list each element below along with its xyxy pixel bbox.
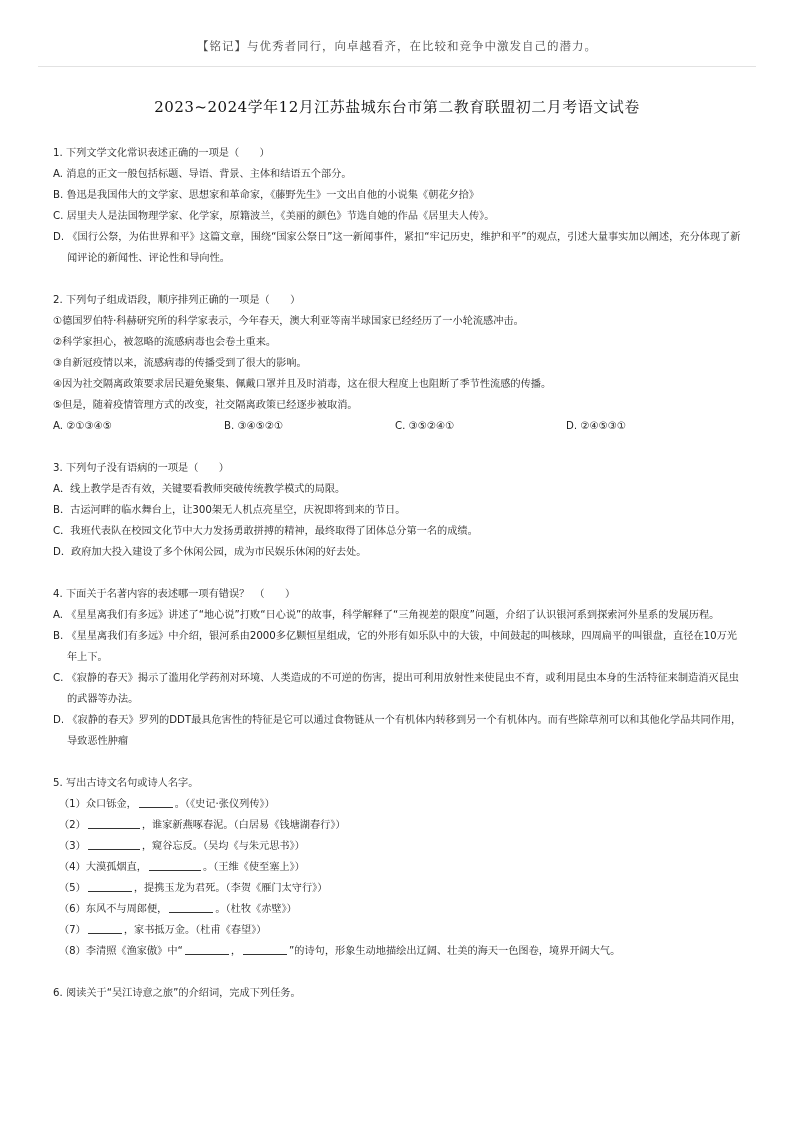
question-3-option-a: A．线上教学是否有效，关键要看教师突破传统教学模式的局限。 bbox=[53, 484, 346, 495]
answer-blank[interactable] bbox=[88, 816, 140, 829]
question-2-choices bbox=[53, 416, 743, 437]
question-5-item-3: （3） ，窥谷忘反。（吴均《与朱元思书》） bbox=[53, 836, 743, 857]
answer-blank[interactable] bbox=[169, 900, 213, 913]
question-5-item-4: （4）大漠孤烟直， 。（王维《使至塞上》） bbox=[53, 857, 743, 878]
question-2-sentence: ①德国罗伯特·科赫研究所的科学家表示，今年春天，澳大利亚等南半球国家已经经历了一小轮流感冲击。 bbox=[53, 316, 524, 327]
question-3 bbox=[53, 458, 743, 563]
answer-blank[interactable] bbox=[243, 942, 287, 955]
question-2-sentence: ③自新冠疫情以来，流感病毒的传播受到了很大的影响。 bbox=[53, 358, 307, 369]
exam-content bbox=[53, 143, 743, 1004]
question-2-sentence: ②科学家担心，被忽略的流感病毒也会卷土重来。 bbox=[53, 337, 277, 348]
question-2-choice-d: D. ②④⑤③① bbox=[566, 421, 626, 432]
answer-blank[interactable] bbox=[88, 879, 132, 892]
question-2-sentence: ⑤但是，随着疫情管理方式的改变，社交隔离政策已经逐步被取消。 bbox=[53, 400, 358, 411]
question-5-item-6: （6）东风不与周郎便， 。（杜牧《赤壁》） bbox=[53, 899, 743, 920]
question-2-choice-b: B. ③④⑤②① bbox=[224, 421, 284, 432]
answer-blank[interactable] bbox=[149, 858, 201, 871]
question-3-stem: 3. 下列句子没有语病的一项是（ ） bbox=[53, 463, 229, 474]
answer-blank[interactable] bbox=[88, 921, 122, 934]
question-2-sentence: ④因为社交隔离政策要求居民避免聚集、佩戴口罩并且及时消毒，这在很大程度上也阻断了季节性流感的传播。 bbox=[53, 379, 552, 390]
question-5-item-8: （8）李清照《渔家傲》中“ ， ”的诗句，形象生动地描绘出辽阔、壮美的海天一色图卷，境界开阔大气。 bbox=[53, 941, 743, 962]
question-5-item-7: （7） ，家书抵万金。（杜甫《春望》） bbox=[53, 920, 743, 941]
question-3-option-b: B．古运河畔的临水舞台上，让300架无人机点亮星空，庆祝即将到来的节日。 bbox=[53, 505, 406, 516]
header-motto: 【铭记】与优秀者同行，向卓越看齐，在比较和竞争中激发自己的潜力。 bbox=[197, 39, 597, 53]
question-3-option-d: D．政府加大投入建设了多个休闲公园，成为市民娱乐休闲的好去处。 bbox=[53, 547, 367, 558]
question-4-option-a: A. 《星星离我们有多远》讲述了“地心说”打败“日心说”的故事，科学解释了“三角视差的限度”问题，介绍了认识银河系到探索河外星系的发展历程。 bbox=[53, 610, 720, 621]
exam-title: 2023~2024学年12月江苏盐城东台市第二教育联盟初二月考语文试卷 bbox=[154, 98, 640, 116]
question-2-choice-c: C. ③⑤②④① bbox=[395, 421, 455, 432]
question-1-option-a: A. 消息的正文一般包括标题、导语、背景、主体和结语五个部分。 bbox=[53, 169, 352, 180]
question-6-stem: 6. 阅读关于“吴江诗意之旅”的介绍词，完成下列任务。 bbox=[53, 988, 301, 999]
answer-blank[interactable] bbox=[88, 837, 140, 850]
question-5-item-2: （2） ，谁家新燕啄春泥。（白居易《钱塘湖春行》） bbox=[53, 815, 743, 836]
question-5-stem: 5. 写出古诗文名句或诗人名字。 bbox=[53, 778, 199, 789]
question-2-stem: 2. 下列句子组成语段，顺序排列正确的一项是（ ） bbox=[53, 295, 301, 306]
question-1-stem: 1. 下列文学文化常识表述正确的一项是（ ） bbox=[53, 148, 270, 159]
answer-blank[interactable] bbox=[139, 795, 173, 808]
question-1-option-c: C. 居里夫人是法国物理学家、化学家，原籍波兰，《美丽的颜色》节选自她的作品《居里夫人传》。 bbox=[53, 211, 495, 222]
question-4-option-c: C. 《寂静的春天》揭示了滥用化学药剂对环境、人类造成的不可逆的伤害，提出可利用放射性来使昆虫不育，或利用昆虫本身的生活特征来制造消灭昆虫的武器等办法。 bbox=[53, 673, 739, 705]
question-2-choice-a: A. ②①③④⑤ bbox=[53, 421, 112, 432]
question-4-option-d: D. 《寂静的春天》罗列的DDT最具危害性的特征是它可以通过食物链从一个有机体内转移到另一个有机体内。而有些除草剂可以和其他化学品共同作用，导致恶性肿瘤 bbox=[53, 715, 742, 747]
question-5-item-1: （1）众口铄金， 。（《史记·张仪列传》） bbox=[53, 794, 743, 815]
question-4-stem: 4. 下面关于名著内容的表述哪一项有错误？ （ ） bbox=[53, 589, 296, 600]
question-3-option-c: C．我班代表队在校园文化节中大力发扬勇敢拼搏的精神，最终取得了团体总分第一名的成绩。 bbox=[53, 526, 478, 537]
question-4-option-b: B. 《星星离我们有多远》中介绍，银河系由2000多亿颗恒星组成，它的外形有如乐队中的大钹，中间鼓起的叫核球，四周扁平的叫银盘，直径在10万光年上下。 bbox=[53, 631, 737, 663]
question-5-item-5: （5） ，提携玉龙为君死。（李贺《雁门太守行》） bbox=[53, 878, 743, 899]
question-1-option-d: D. 《国行公祭，为佑世界和平》这篇文章，围绕“国家公祭日”这一新闻事件，紧扣“牢记历史，维护和平”的观点，引述大量事实加以阐述，充分体现了新闻评论的新闻性、评论性和导向性。 bbox=[53, 232, 741, 264]
question-1-option-b: B. 鲁迅是我国伟大的文学家、思想家和革命家，《藤野先生》一文出自他的小说集《朝花夕拾》 bbox=[53, 190, 480, 201]
question-2 bbox=[53, 290, 743, 437]
question-1 bbox=[53, 143, 743, 269]
question-6 bbox=[53, 983, 743, 1004]
answer-blank[interactable] bbox=[185, 942, 229, 955]
question-4 bbox=[53, 584, 743, 752]
header-divider bbox=[38, 66, 756, 67]
question-5 bbox=[53, 773, 743, 962]
